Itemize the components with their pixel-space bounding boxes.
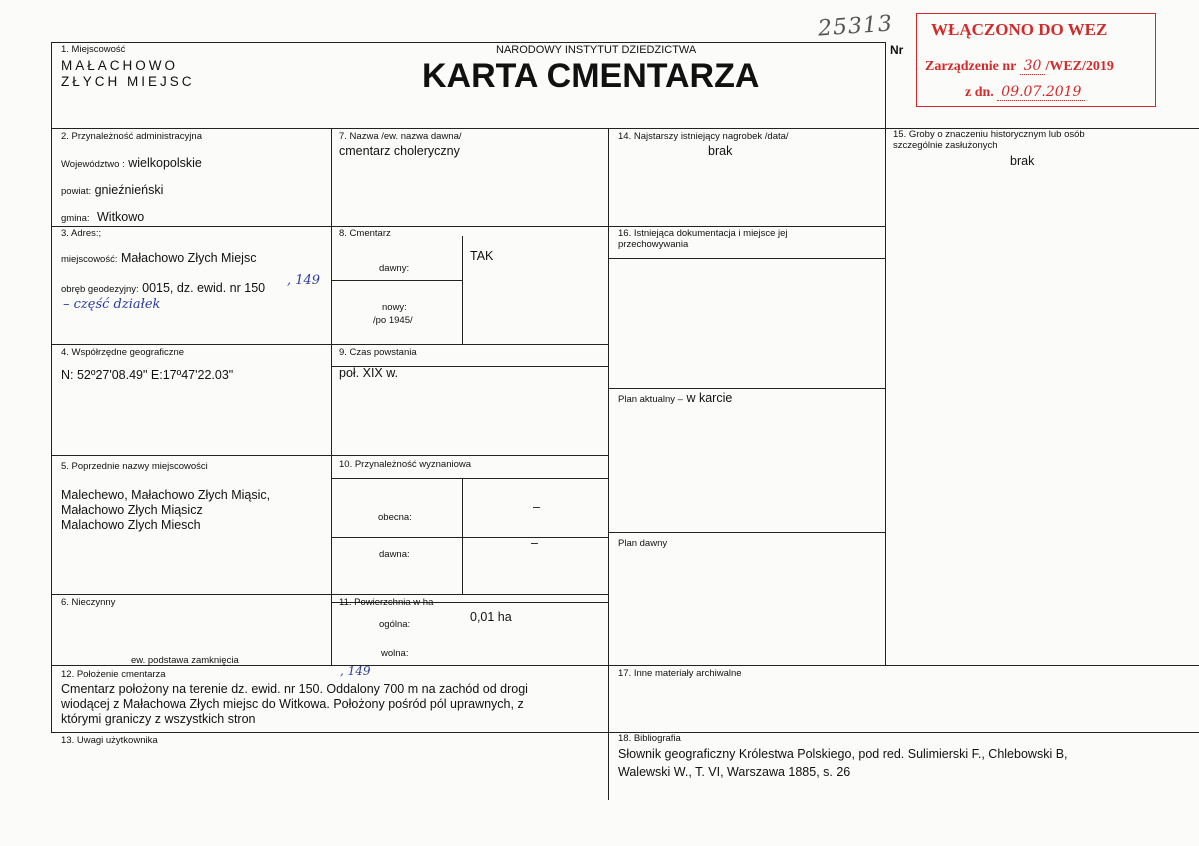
field11-label: 11. Powierzchnia w ha — [339, 597, 434, 608]
field12-label: 12. Położenie cmentarza — [61, 669, 166, 680]
field3-label: 3. Adres:; — [61, 228, 102, 239]
address-locality-value: Małachowo Złych Miejsc — [120, 251, 257, 265]
stamp-line2 — [925, 58, 1114, 75]
parcel-handwritten-note: – część działek — [63, 297, 161, 312]
location-line3: którymi graniczy z wszystkich stron — [61, 712, 256, 726]
field8-label: 8. Cmentarz — [339, 228, 391, 239]
denomination-current-value: – — [533, 500, 540, 514]
former-plan-label: Plan dawny — [618, 538, 668, 549]
voivodeship-label: Województwo : — [61, 159, 125, 170]
field14-label: 14. Najstarszy istniejący nagrobek /data/ — [618, 131, 789, 142]
handwritten-number: 25313 — [817, 11, 894, 42]
stamp-order-suffix: /WEZ/2019 — [1045, 59, 1114, 74]
field10-label: 10. Przynależność wyznaniowa — [339, 459, 472, 470]
address-locality-label: miejscowość: — [61, 254, 118, 265]
former-name-2: Małachowo Złych Miąsicz — [61, 503, 203, 517]
location-line1: Cmentarz położony na terenie dz. ewid. nr 150. Oddalony 700 m na zachód od drogi — [61, 682, 528, 696]
field7-label: 7. Nazwa /ew. nazwa dawna/ — [339, 131, 462, 142]
bibliography-line2: Walewski W., T. VI, Warszawa 1885, s. 26 — [618, 765, 851, 779]
county-value: gnieźnieński — [94, 183, 164, 197]
field2-label: 2. Przynależność administracyjna — [61, 131, 202, 142]
cemetery-new-label: nowy: — [382, 302, 407, 313]
stamp-date-label: z dn. — [965, 85, 994, 100]
cemetery-name-value: cmentarz choleryczny — [339, 144, 460, 158]
institute-name: NARODOWY INSTYTUT DZIEDZICTWA — [496, 44, 697, 56]
commune-row — [61, 210, 144, 224]
denomination-current-label: obecna: — [378, 512, 412, 523]
stamp-line1: WŁĄCZONO DO WEZ — [931, 20, 1108, 39]
locality-name-line2: ZŁYCH MIEJSC — [61, 74, 195, 89]
voivodeship-value: wielkopolskie — [128, 156, 202, 170]
field1-label: 1. Miejscowość — [61, 44, 126, 55]
field18-label: 18. Bibliografia — [618, 733, 681, 744]
cemetery-former-label: dawny: — [379, 263, 410, 274]
denomination-former-value: – — [531, 536, 538, 550]
field13-label: 13. Uwagi użytkownika — [61, 735, 158, 746]
field17-label: 17. Inne materiały archiwalne — [618, 668, 742, 679]
field5-label: 5. Poprzednie nazwy miejscowości — [61, 461, 208, 472]
field15-label-line1: 15. Groby o znaczeniu historycznym lub osób — [893, 129, 1085, 140]
parcel-row — [61, 281, 265, 295]
stamp-line3 — [965, 84, 1085, 101]
bibliography-line1: Słownik geograficzny Królestwa Polskiego, pod red. Sulimierski F., Chlebowski B, — [618, 747, 1068, 761]
area-total-value: 0,01 ha — [470, 610, 512, 624]
closure-basis-label: ew. podstawa zamknięcia — [131, 655, 239, 666]
parcel-handwritten: , 149 — [287, 273, 321, 288]
stamp-order-label: Zarządzenie nr — [925, 59, 1017, 74]
parcel-label: obręb geodezyjny: — [61, 284, 139, 295]
county-row — [61, 183, 163, 197]
field16-label-line1: 16. Istniejąca dokumentacja i miejsce jej — [618, 228, 788, 239]
field4-label: 4. Współrzędne geograficzne — [61, 347, 185, 358]
area-total-label: ogólna: — [379, 619, 411, 630]
coordinates-value: N: 52º27'08.49" E:17º47'22.03" — [61, 368, 234, 382]
locality-name-line1: MAŁACHOWO — [61, 58, 179, 73]
county-label: powiat: — [61, 186, 92, 197]
field15-label-line2: szczególnie zasłużonych — [893, 140, 998, 151]
oldest-tombstone-value: brak — [708, 144, 733, 158]
cemetery-type-value: TAK — [470, 249, 494, 263]
cemetery-new-sublabel: /po 1945/ — [373, 315, 413, 326]
page-title: KARTA CMENTARZA — [422, 57, 760, 95]
denomination-former-label: dawna: — [379, 549, 410, 560]
commune-value: Witkowo — [97, 210, 145, 224]
field9-label: 9. Czas powstania — [339, 347, 417, 358]
parcel-value: 0015, dz. ewid. nr 150 — [142, 281, 266, 295]
current-plan-row — [618, 391, 732, 405]
voivodeship-row — [61, 156, 202, 170]
location-line2: wiodącej z Małachowa Złych miejsc do Witkowa. Położony pośród pól uprawnych, z — [61, 697, 524, 711]
field16-label-line2: przechowywania — [618, 239, 689, 250]
location-handwritten: , 149 — [340, 664, 371, 678]
stamp-date: 09.07.2019 — [997, 84, 1085, 101]
current-plan-label: Plan aktualny – — [618, 394, 683, 405]
area-free-label: wolna: — [381, 648, 409, 659]
commune-label: gmina: — [61, 213, 90, 224]
former-name-3: Malachowo Zlych Miesch — [61, 518, 201, 532]
current-plan-value: w karcie — [686, 391, 733, 405]
registration-stamp — [916, 13, 1156, 107]
historic-graves-value: brak — [1010, 154, 1035, 168]
former-name-1: Malechewo, Małachowo Złych Miąsic, — [61, 488, 271, 502]
field6-label: 6. Nieczynny — [61, 597, 116, 608]
nr-label: Nr — [890, 43, 904, 57]
founding-time-value: poł. XIX w. — [339, 366, 399, 380]
address-locality-row — [61, 251, 256, 265]
stamp-order-number: 30 — [1020, 58, 1046, 75]
